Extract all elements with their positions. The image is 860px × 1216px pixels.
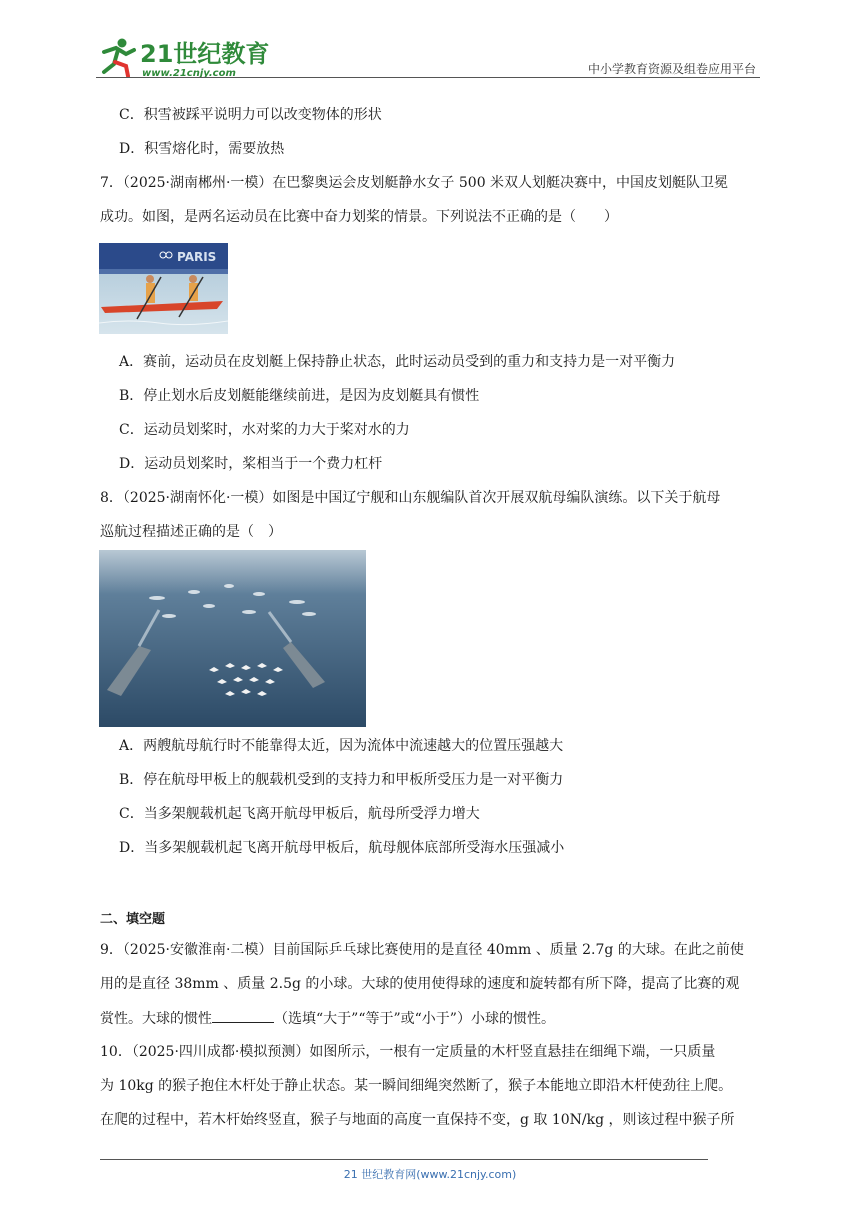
carrier-fleet-photo-icon (99, 550, 366, 727)
q9-stem-line3 (100, 1008, 555, 1029)
q7-stem-line1: 7．（2025·湖南郴州·一模）在巴黎奥运会皮划艇静水女子 500 米双人划艇决赛中，中国皮划艇队卫冕 (100, 175, 729, 191)
q8-stem-line1: 8．（2025·湖南怀化·一模）如图是中国辽宁舰和山东舰编队首次开展双航母编队演练。以下关于航母 (100, 490, 721, 506)
q7-option-d: D．运动员划桨时，桨相当于一个费力杠杆 (119, 456, 383, 472)
q7-option-c: C．运动员划桨时，水对桨的力大于桨对水的力 (119, 422, 410, 438)
q8-option-d: D．当多架舰载机起飞离开航母甲板后，航母舰体底部所受海水压强减小 (119, 840, 565, 856)
q10-stem-line2: 为 10kg 的猴子抱住木杆处于静止状态。某一瞬间细绳突然断了，猴子本能地立即沿木杆使劲往上爬。 (100, 1078, 733, 1094)
canoe-photo-icon (99, 243, 228, 334)
q8-option-b: B．停在航母甲板上的舰载机受到的支持力和甲板所受压力是一对平衡力 (119, 772, 564, 788)
footer-text[interactable]: 21 世纪教育网(www.21cnjy.com) (343, 1168, 517, 1181)
section-title-fill-in: 二、填空题 (100, 912, 166, 927)
svg-text:PARIS: PARIS (177, 250, 217, 264)
logo-url: www.21cnjy.com (142, 68, 236, 79)
q8-option-a: A．两艘航母航行时不能靠得太近，因为流体中流速越大的位置压强越大 (119, 738, 564, 754)
q6-option-c: C．积雪被踩平说明力可以改变物体的形状 (119, 107, 382, 123)
footer-divider (100, 1159, 708, 1160)
q10-stem-line3: 在爬的过程中，若木杆始终竖直，猴子与地面的高度一直保持不变，g 取 10N/kg ，则该过程中猴子所 (100, 1112, 735, 1128)
q9-line3-suffix: （选填“大于”“等于”或“小于”）小球的惯性。 (274, 1011, 555, 1027)
q7-option-b: B．停止划水后皮划艇能继续前进，是因为皮划艇具有惯性 (119, 388, 480, 404)
q7-option-a: A．赛前，运动员在皮划艇上保持静止状态，此时运动员受到的重力和支持力是一对平衡力 (119, 354, 676, 370)
q9-line3-prefix: 赏性。大球的惯性 (100, 1011, 212, 1027)
q9-answer-blank[interactable] (212, 1008, 274, 1023)
header-divider (96, 77, 760, 78)
q8-stem-line2: 巡航过程描述正确的是（ ） (100, 524, 282, 540)
q7-stem-line2: 成功。如图，是两名运动员在比赛中奋力划桨的情景。下列说法不正确的是（ ） (100, 209, 618, 225)
site-logo (96, 34, 276, 82)
platform-name: 中小学教育资源及组卷应用平台 (587, 62, 756, 76)
q6-option-d: D．积雪熔化时，需要放热 (119, 141, 285, 157)
logo-text: 21世纪教育 (140, 40, 270, 68)
q9-stem-line2: 用的是直径 38mm 、质量 2.5g 的小球。大球的使用使得球的速度和旋转都有所下降，提高了比赛的观 (100, 976, 740, 992)
q8-option-c: C．当多架舰载机起飞离开航母甲板后，航母所受浮力增大 (119, 806, 480, 822)
q10-stem-line1: 10．（2025·四川成都·模拟预测）如图所示，一根有一定质量的木杆竖直悬挂在细绳下端，一只质量 (100, 1044, 716, 1060)
q9-stem-line1: 9．（2025·安徽淮南·二模）目前国际乒乓球比赛使用的是直径 40mm 、质量 2.7g 的大球。在此之前使 (100, 942, 744, 958)
